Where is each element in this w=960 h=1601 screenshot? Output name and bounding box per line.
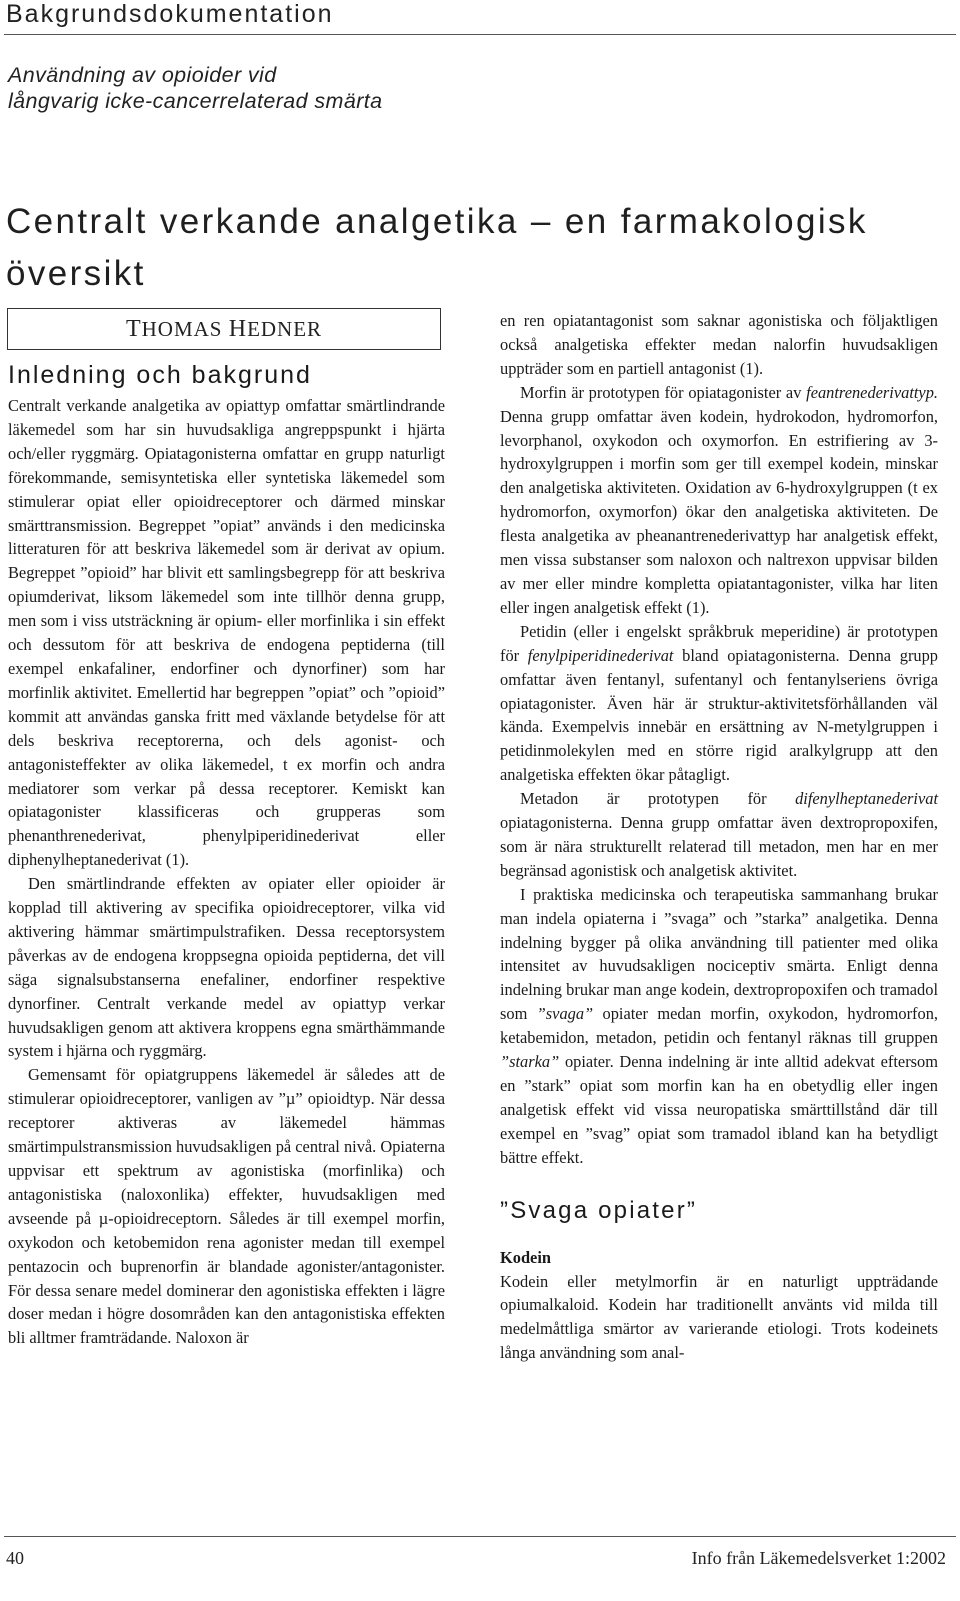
paragraph: Kodein eller metylmorfin är en naturligt uppträdande opiumalkaloid. Kodein har traditionellt använts vid milda till medelmåttliga smärtor av varierande etiologi. Trots kodeinets långa användning som anal- (500, 1271, 938, 1363)
series-title-line-2: långvarig icke-cancerrelaterad smärta (8, 89, 383, 113)
paragraph: Metadon är prototypen för difenylheptanederivat opiatagonisterna. Denna grupp omfattar även dextropropoxifen, som är nära strukturellt relaterad till metadon, men har en mer begränsad agonistisk och analgetisk aktivitet. (500, 789, 938, 880)
emphasis: ”svaga” (536, 1004, 594, 1024)
paragraph: Gemensamt för opiatgruppens läkemedel är således att de stimulerar opioidreceptorer, vanligen av ”µ” opioidtyp. När dessa receptorer aktiveras av läkemedel hämmas smärtimpulstransmission huvudsakligen på central nivå. Opiaterna uppvisar ett spektrum av agonistiska (morfinlika) och antagonistiska (naloxonlika) effekter, huvudsakligen med avseende på µ-opioidreceptorn. Således är till exempel morfin, oxykodon och ketobemidon rena agonister medan till exempel pentazocin och buprenorfin är blandade agonister/antagonister. För dessa senare medel dominerar den agonistiska effekten i lägre doser medan i högre dosområden kan den antagonistiska effekten bli alltmer framträdande. Naloxon är (8, 1065, 445, 1348)
series-title-line-1: Användning av opioider vid (8, 63, 277, 87)
article-title (6, 196, 868, 300)
article-title-line-1: Centralt verkande analgetika – en farmakologisk (6, 202, 868, 241)
author-name: THOMAS HEDNER (125, 315, 323, 342)
footer-rule (4, 1536, 956, 1537)
paragraph: I praktiska medicinska och terapeutiska sammanhang brukar man indela opiaterna i ”svaga” och ”starka” analgetika. Denna indelning bygger på olika användning till patienter med olika intensitet av huvudsakligen nociceptiv smärta. Enligt denna indelning brukar man ange kodein, dextropropoxifen och tramadol som ”svaga” opiater medan morfin, oxykodon, hydromorfon, ketabemidon, metadon, petidin och fentanyl räknas till gruppen ”starka” opiater. Denna indelning är inte alltid adekvat eftersom en ”stark” opiat som morfin kan ha en obetydlig eller ingen analgetisk effekt vid vissa neuropatiska smärttillstånd där till exempel en ”svag” opiat som tramadol ibland kan ha betydligt bättre effekt. (500, 884, 938, 1167)
section-heading-introduction: Inledning och bakgrund (8, 361, 312, 389)
article-title-line-2: översikt (6, 254, 146, 293)
paragraph: Morfin är prototypen för opiatagonister av feantrenederivattyp. Denna grupp omfattar även kodein, hydrokodon, hydromorfon, levorphanol, oxykodon och oxymorfon. En estrifiering av 3-hydroxylgruppen i morfin som ger till exempel kodein, minskar den analgetiska aktiviteten. Oxidation av 6-hydroxylgruppen (t ex hydromorfon, oxymorfon) ökar den analgetiska aktiviteten. De flesta analgetika av pheanantrenederivattyp har analgetisk effekt, men vissa substanser som naloxon och naltrexon uppvisar bilden av mer eller mindre kompletta opiatantagonister, vilka har liten eller ingen analgetisk effekt (1). (500, 382, 938, 617)
publication-name: Info från Läkemedelsverket 1:2002 (691, 1548, 946, 1568)
document-section-label: Bakgrundsdokumentation (6, 0, 334, 28)
author-box (7, 308, 441, 350)
emphasis: feantrenederivattyp. (806, 382, 938, 402)
paragraph: en ren opiatantagonist som saknar agonistiska och följaktligen också analgetiska effekter medan nalorfin huvudsakligen uppträder som en partiell antagonist (1). (500, 311, 938, 378)
section-heading-weak-opiates: ”Svaga opiater” (500, 1196, 698, 1224)
page-number: 40 (6, 1548, 24, 1568)
header-rule (4, 34, 956, 35)
left-column (8, 360, 445, 1350)
subheading-codeine: Kodein (500, 1247, 552, 1267)
right-column (500, 309, 938, 1365)
emphasis: difenylheptanederivat (795, 789, 938, 809)
emphasis: fenylpiperidinederivat (527, 645, 674, 665)
paragraph: Den smärtlindrande effekten av opiater eller opioider är kopplad till aktivering av specifika opioidreceptorer, vilka vid aktivering hämmar smärtimpulstrafiken. Dessa receptorsystem påverkas av de endogena kroppsegna opioida peptiderna, det vill säga signalsubstanserna enefaliner, endorfiner respektive dynorfiner. Centralt verkande medel av opiattyp verkar huvudsakligen genom att aktivera kroppens egna smärthämmande system i hjärna och ryggmärg. (8, 874, 445, 1061)
series-title (8, 62, 382, 114)
emphasis: ”starka” (500, 1052, 560, 1072)
paragraph: Centralt verkande analgetika av opiattyp omfattar smärtlindrande läkemedel som har sin huvudsakliga angreppspunkt i hjärta och/eller ryggmärg. Opiatagonisterna omfattar en grupp naturligt förekommande, semisyntetiska eller syntetiska läkemedel som stimulerar opiat eller opioidreceptorer och därmed minskar smärttransmission. Begreppet ”opiat” används i den medicinska litteraturen för att beskriva läkemedel som är derivat av opium. Begreppet ”opioid” har blivit ett samlingsbegrepp för att beskriva opiumderivat, liksom läkemedel som inte tillhör denna grupp, men som i viss utsträckning är opium- eller morfinlika i sin effekt och dessutom för att beskriva de endogena peptiderna (till exempel enkafaliner, endorfiner och dynorfiner) som har morfinlik aktivitet. Emellertid har begreppen ”opiat” och ”opioid” kommit att användas ganska fritt med växlande betydelse för att dels beskriva receptorerna, och dels agonist- och antagonisteffekter av olika läkemedel, t ex morfin och andra mediatorer som verkar på dessa receptorer. Kemiskt kan opiatagonister klassificeras och grupperas som phenanthrenederivat, phenylpiperidinederivat eller diphenylheptanederivat (1). (8, 396, 445, 870)
paragraph: Petidin (eller i engelskt språkbruk meperidine) är prototypen för fenylpiperidinederivat bland opiatagonisterna. Denna grupp omfattar även fentanyl, sufentanyl och fentanylseriens övriga opiatagonister. Även här är struktur-aktivitetsförhållanden väl kända. Exempelvis innebär en ersättning av N-metylgruppen i petidinmolekylen med en större rigid aralkylgrupp att den analgetiska effekten ökar påtagligt. (500, 621, 938, 785)
